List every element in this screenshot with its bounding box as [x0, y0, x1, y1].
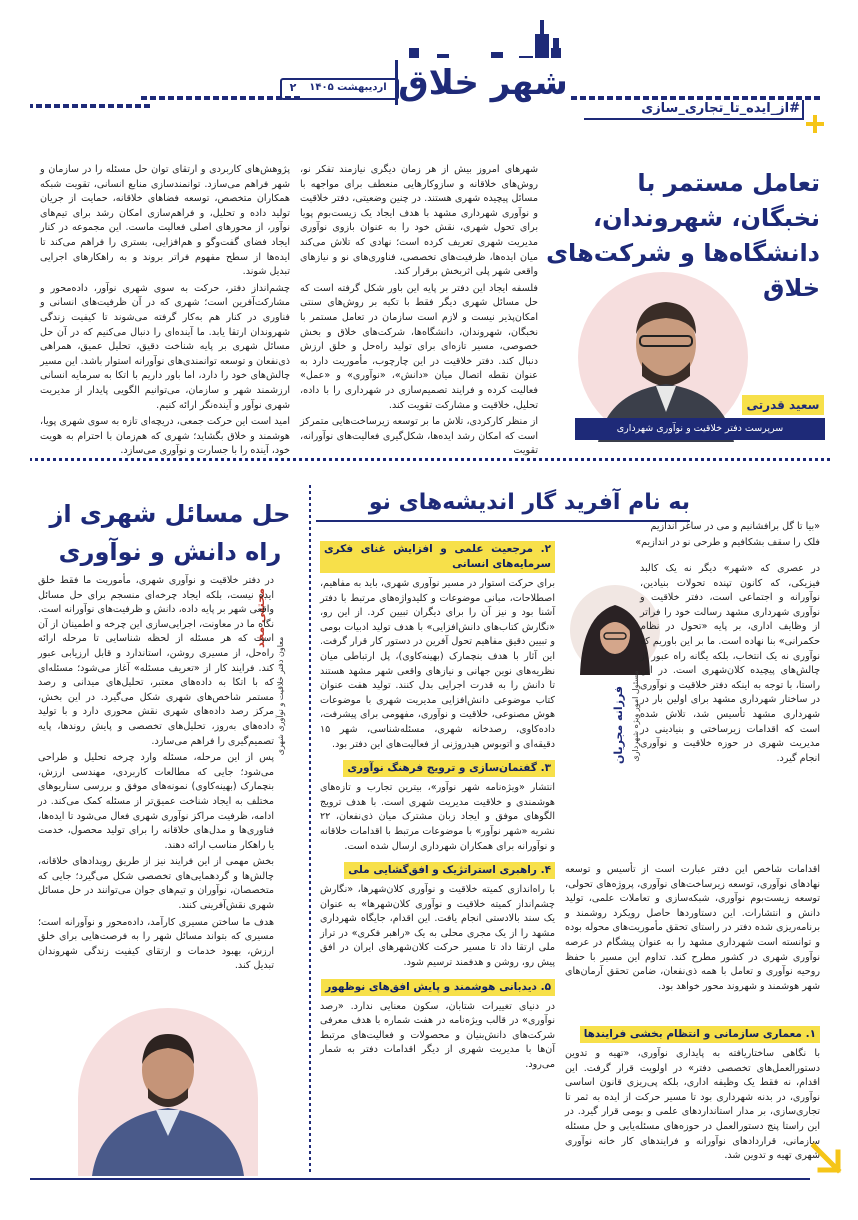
poem-line-2: فلک را سقف بشکافیم و طرحی نو در اندازیم» — [635, 537, 820, 548]
header-dots-left — [140, 96, 300, 100]
section-heading: ۳. گفتمان‌سازی و ترویج فرهنگ نوآوری — [343, 760, 555, 777]
header-dots-left-2 — [30, 104, 150, 108]
section-heading: ۲. مرجعیت علمی و افزایش غنای فکری سرمایه‌های انسانی — [320, 541, 555, 573]
portrait-figure — [78, 1008, 258, 1176]
bottom-rule — [30, 1178, 810, 1180]
hashtag-box-line — [584, 118, 804, 120]
feature-column-right — [300, 163, 538, 457]
masthead — [0, 0, 858, 135]
middle-column-sections — [320, 535, 555, 1175]
right-article-body — [565, 863, 820, 1013]
paragraph: پژوهش‌های کاربردی و ارتقای توان حل مسئله را در سازمان و شهر فراهم می‌سازد. توانمندسازی منابع انسانی، تقویت شبکه همکاران متخصص، توسعه فضاهای خلاقانه، حمایت از جریان تولید داده و تحلیل، و فراهم‌سازی امکان رشد برای تیم‌های نوآور، از محورهای اصلی فعالیت ماست. این مجموعه در کنار ایجاد فضای گفت‌وگو و هم‌افزایی، بستری را فراهم می‌کند تا ایده‌ها از سطح مفهوم فراتر بروند و به راهکارهای اجرایی تبدیل شوند. — [40, 164, 290, 278]
paragraph: بخش مهمی از این فرایند نیز از طریق رویدادهای خلاقانه، چالش‌ها و گردهمایی‌های تخصصی شکل می‌گیرد؛ جایی که متخصصان، نوآوران و تیم‌های جوان می‌توانند در حل مسائل شهری نقش‌آفرینی کنند. — [38, 856, 274, 912]
portrait-figure — [578, 272, 748, 442]
column-divider — [309, 485, 311, 1175]
person-name-badge: سعید قدرتی — [742, 395, 824, 415]
person-role-badge: سرپرست دفتر خلاقیت و نوآوری شهرداری — [575, 418, 825, 440]
poem-line-1: «بیا تا گل برافشانیم و می در ساغر اندازیم — [650, 521, 820, 532]
woman-author-name: فرزانه مجریان — [612, 686, 625, 765]
man-author-role: معاون دفتر خلاقیت و نوآوری شهری — [276, 636, 285, 756]
paragraph: اقدامات شاخص این دفتر عبارت است از تأسیس و توسعه نهادهای نوآوری، توسعه زیرساخت‌های نوآوری، پروژه‌های تحولی، توسعه زیست‌بوم نوآوری، شبکه‌سازی و تعاملات علمی، تولید دانش و انتشارات. این دستاوردها حاصل رویکرد روشمند و برنامه‌ریزی شده دفتر در راستای تحقق مأموریت‌های محوله بوده و توانسته است شهرداری مشهد را به عنوان پیشگام در عرصه نوآوری شهری در کشور مطرح کند. تداوم این مسیر با حفظ روحیه نوآوری و تعامل با همه ذی‌نفعان، ضامن تحقق آرمان‌های شهر هوشمند و شهروند محور خواهد بود. — [565, 864, 820, 992]
saeed-ghodrati-photo — [578, 272, 748, 442]
left-article-title: حل مسائل شهری از راه دانش و نوآوری — [49, 500, 291, 566]
section-heading: ۱. معماری سازمانی و انتظام بخشی فرایندها — [580, 1026, 820, 1043]
section-heading: ۵. دیدبانی هوشمند و پایش افق‌های نوظهور — [321, 979, 555, 996]
mojtaba-majd-photo — [78, 1008, 258, 1176]
right-article-section-1 — [565, 1020, 820, 1160]
plus-icon-vertical — [813, 115, 817, 133]
right-article-title: به نام آفرید گار اندیشه‌های نو — [368, 490, 690, 515]
logo-wordmark: شهر خلاق — [398, 58, 568, 108]
paragraph: در عصری که «شهر» دیگر نه یک کالبد فیزیکی، که کانون تپنده تحولات بنیادین، نوآورانه و اجتماعی است، دفتر خلاقیت و نوآوری شهرداری مشهد رسالت خود را فراتر از وظایف اداری، بر پایه «تحول در نظام حکمرانی» بنا نهاده است. ما بر این باوریم که نوآوری نه یک انتخاب، بلکه یگانه راه عبور از چالش‌های پیچیده کلان‌شهری است. در این راستا، با توجه به اینکه دفتر خلاقیت و نوآوری در ساختار شهرداری مشهد برای اولین بار در شهرداری مشهد تأسیس شد، تلاش شده است که اقدامات زیرساختی و بنیادینی در مدیریت شهری در حوزه خلاقیت و نوآوری انجام گیرد. — [640, 563, 820, 764]
right-article-intro — [640, 562, 820, 862]
paragraph: فلسفه ایجاد این دفتر بر پایه این باور شکل گرفته است که حل مسائل شهری دیگر فقط با تکیه بر روش‌های سنتی امکان‌پذیر نیست و لازم است سازمان در تعامل مستمر با نخبگان، شهروندان، دانشگاه‌ها، شرکت‌های خلاق و بخش خصوصی، مسیر تازه‌ای برای تولید راه‌حل و خلق ارزش دنبال کند. دفتر خلاقیت در این چارچوب، مأموریت دارد به عنوان نقطه اتصال میان «دانش»، «نوآوری» و «عمل» فعالیت کرده و فرایند تصمیم‌سازی در شهرداری را با داده، تحلیل، خلاقیت و مشارکت تقویت کند. — [300, 282, 538, 411]
paragraph: انتشار «ویژه‌نامه شهر نوآور»، بیترین تجارب و تازه‌های هوشمندی و خلاقیت مدیریت شهری است. با هدف ترویج الگوهای موفق و ایجاد زبان مشترک میان ذی‌نفعان، ۲۲ نشریه «شهر نوآور» با موضوعات مرتبط با اقدامات خلاقانه و نوآورانه برای همکاران شهرداری ارسال شده است. — [320, 782, 555, 852]
paragraph: برای حرکت استوار در مسیر نوآوری شهری، باید به مفاهیم، اصطلاحات، مبانی موضوعات و کلیدواژه‌های مرتبط با دفتر آشنا بود و نیز آن را برای دیگران تبیین کرد. از این رو، «نگارش کتاب‌های دانش‌افزایی» با هدف تولید ادبیات بومی و تبیین دقیق مفاهیم تحول آفرین در دستور کار قرار گرفت. این آثار با هدف بنچمارک (بهینه‌کاوی)، پل ارتباطی میان نظریه‌های نوین جهانی و نیازهای واقعی شهر مشهد هستند تا دانش را به قدرت اجرایی بدل کنند. تولید هفت عنوان کتاب موضوعی دانش‌افزایی مدیریت شهری با موضوعات هوش مصنوعی، خلاقیت و نوآوری، مفهومی برای پیشرفت، داده‌کاوی، رصدخانه شهری، مسئله‌شناسی، شهر ۱۵ دقیقه‌ای و اتوبوس هیدروژنی از فعالیت‌های این دفتر بود. — [320, 578, 555, 750]
woman-author-role: مسئول امور ویژه شهرداری — [631, 670, 640, 762]
paragraph: امید است این حرکت جمعی، دریچه‌ای تازه به سوی شهری پویا، هوشمند و خلاق بگشاید؛ شهری که هم‌زمان با احترام به هویت خود، آینده را با جسارت و نوآوری می‌سازد. — [40, 416, 290, 457]
left-article-body — [38, 574, 274, 1044]
hashtag-box-side — [802, 100, 804, 120]
paragraph: با نگاهی ساختاریافته به پایداری نوآوری، «تهیه و تدوین دستورالعمل‌های تخصصی دفتر» در اولویت قرار گرفت. این اقدام، نه فقط یک وظیفه اداری، بلکه پی‌ریزی قانون اساسی نوآوری، در بدنه شهرداری بود تا مسیر حرکت از ایده به ثمر تا تجاری‌سازی، بر مدار استانداردهای علمی و بومی قرار گیرد. در این راستا پنج دستورالعمل در حوزه‌های مسئله‌یابی و حل مسئله سازمانی، قراردادهای نوآورانه و فرایندهای کار خانه نوآوری شهری تهیه و تدوین شد. — [565, 1048, 820, 1162]
paragraph: پس از این مرحله، مسئله وارد چرخه تحلیل و طراحی می‌شود؛ جایی که مطالعات کاربردی، مهندسی ارزش، بنچمارک (بهینه‌کاوی) نمونه‌های موفق و بررسی سناریوهای مختلف به ایجاد شناخت عمیق‌تر از مسئله کمک می‌کند. در ادامه، ظرفیت مراکز نوآوری شهری فعال می‌شود تا ایده‌ها، فناوری‌ها و مدل‌های خلاقانه را برای تولید محصول، خدمت یا راهکار مناسب ارائه دهند. — [38, 752, 274, 851]
hashtag-label: #از_ایده_تا_تجاری_سازی — [641, 101, 800, 116]
paragraph: شهرهای امروز بیش از هر زمان دیگری نیازمند تفکر نو، روش‌های خلاقانه و سازوکارهایی منعطف برای مواجهه با مسائل پیچیده شهری هستند. در چنین وضعیتی، دفتر خلاقیت و نوآوری شهرداری مشهد با هدف ایجاد یک زیست‌بوم پویا برای تحول شهری، نقش خود را به عنوان بازوی نوآوری مدیریت شهری تعریف کرده است؛ نهادی که تلاش می‌کند میان ایده‌ها، ظرفیت‌های تخصصی، فناوری‌های نو و نیازهای واقعی شهر پلی اثربخش برقرار کند. — [300, 164, 538, 278]
man-author-name: مجتبی مجد — [254, 588, 267, 648]
paragraph: با راه‌اندازی کمیته خلاقیت و نوآوری کلان‌شهرها، «نگارش چشم‌انداز کمیته خلاقیت و نوآوری کلان‌شهرها» به عنوان یک سند بالادستی انجام یافت. این اقدام، جایگاه شهرداری مشهد را از یک مجری محلی به یک «راهبر فکری» در تراز ملی ارتقا داد تا مسیر حرکت کلان‌شهرهای ایران در افق پیش رو، روشن و هدفمند ترسیم شود. — [320, 884, 555, 969]
section-heading: ۴. راهبری استراتژیک و افق‌گشایی ملی — [344, 862, 555, 879]
paragraph: در دنیای تغییرات شتابان، سکون معنایی ندارد. «رصد نوآوری» در قالب ویژه‌نامه در هفت شماره با هدف معرفی شرکت‌های دانش‌بنیان و محصولات و فعالیت‌های مرتبط آن‌ها با مدیریت شهری از دیگر اقدامات دفتر به شمار می‌رود. — [320, 1000, 555, 1071]
page-number: ۲ — [289, 81, 297, 94]
paragraph: از منظر کارکردی، تلاش ما بر توسعه زیرساخت‌هایی متمرکز است که امکان رشد ایده‌ها، شکل‌گیری فعالیت‌های نوآورانه، تقویت — [300, 416, 538, 457]
arrow-icon — [808, 1140, 844, 1176]
feature-column-left — [40, 163, 290, 457]
paragraph: چشم‌انداز دفتر، حرکت به سوی شهری نوآور، داده‌محور و مشارکت‌آفرین است؛ شهری که در آن ظرفیت‌های انسانی و فناوری در کنار هم به‌کار گرفته می‌شوند تا کیفیت زندگی شهروندان ارتقا یابد. ما آینده‌ای را دنبال می‌کنیم که در آن حل مسائل شهری بر پایه شناخت دقیق، تحلیل عمیق، همراهی ذی‌نفعان و توسعه توانمندی‌های نوآورانه استوار باشد. این مسیر چالش‌های خود را دارد، اما باور داریم با اتکا به سرمایه انسانی ارزشمند شهر و سازمان، می‌توانیم الگویی پایدار از مدیریت شهری نوآور و آینده‌نگر ارائه کنیم. — [40, 282, 290, 411]
paragraph: در دفتر خلاقیت و نوآوری شهری، مأموریت ما فقط خلق ایده نیست، بلکه ایجاد چرخه‌ای منسجم برای حل مسائل واقعی شهر بر پایه داده، دانش و ظرفیت‌های نوآورانه است. نگاه ما در معاونت، اجرایی‌سازی این چرخه و اطمینان از آن است که هر مسئله از لحظه شناسایی تا مرحله ارائه راه‌حل، از مسیری روشن، استاندارد و قابل ارزیابی عبور کند. فرایند کار از «تعریف مسئله» آغاز می‌شود؛ مسئله‌ای که با اتکا به داده‌های معتبر، تحلیل‌های میدانی و رصد مستمر شاخص‌های شهری شکل می‌گیرد. در این بخش، مرکز رصد داده‌های شهری نقش محوری دارد و با تولید داده‌های به‌روز، تحلیل‌های تخصصی و پایش روندها، پایه تصمیم‌گیری را فراهم می‌سازد. — [38, 575, 274, 747]
paragraph: هدف ما ساختن مسیری کارآمد، داده‌محور و نوآورانه است؛ مسیری که بتواند مسائل شهر را به فرصت‌هایی برای خلق ارزش، بهبود خدمات و ارتقای کیفیت زندگی شهروندان تبدیل کند. — [38, 916, 274, 972]
section-divider — [30, 458, 830, 461]
feature-title: تعامل مستمر با نخبگان، شهروندان، دانشگاه‌ها و شرکت‌های خلاق — [546, 169, 820, 302]
issue-date: اردیبهشت ۱۴۰۵ — [309, 82, 387, 93]
